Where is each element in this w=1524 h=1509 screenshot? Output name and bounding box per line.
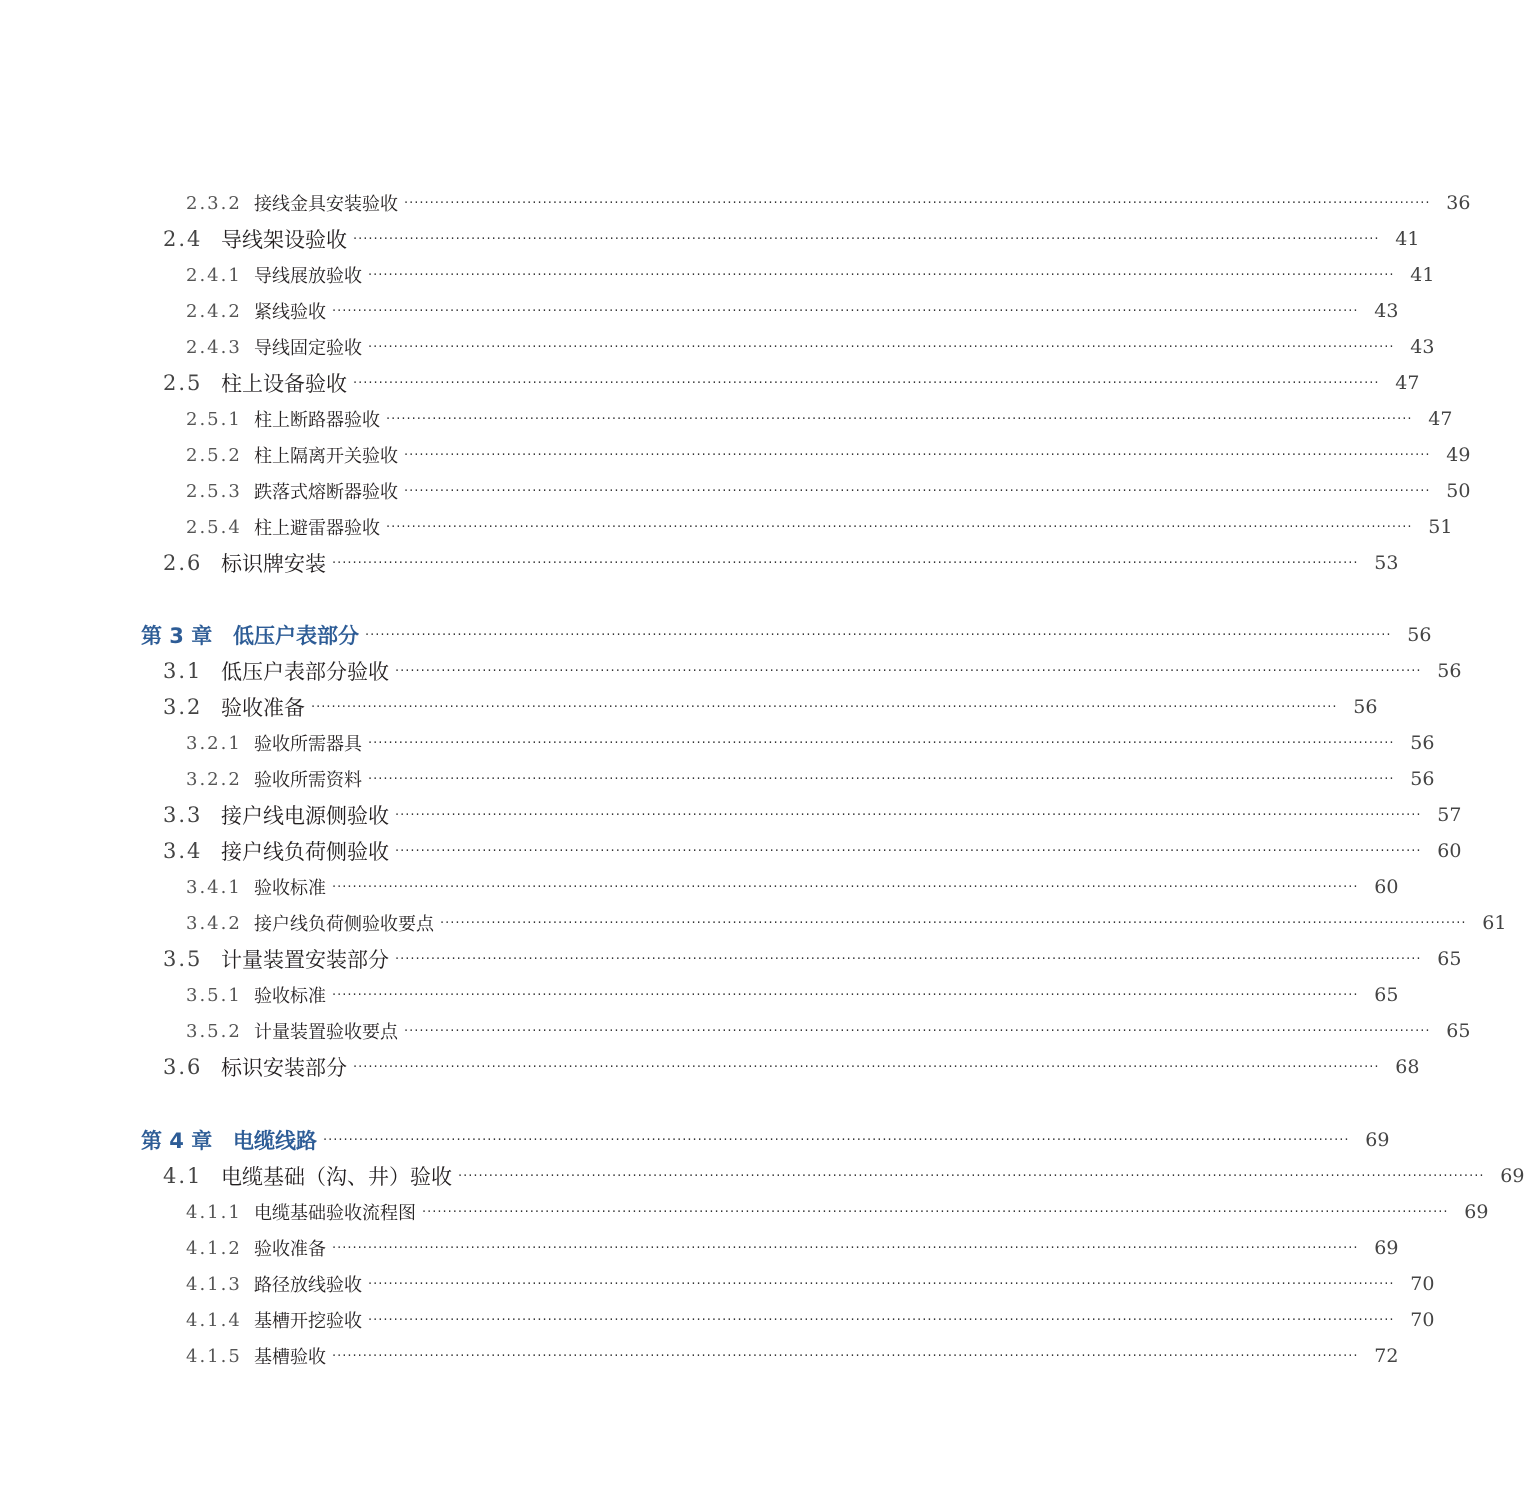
toc-entry[interactable] <box>186 401 1453 437</box>
toc-entry[interactable] <box>163 365 1420 401</box>
toc-entry-page-number: 61 <box>1482 912 1507 934</box>
toc-entry-title: 基槽开挖验收 <box>254 1311 362 1332</box>
toc-entry[interactable] <box>186 869 1399 905</box>
toc-entry-number: 2.5 <box>163 371 203 395</box>
dot-leader: ········································································································································································································ <box>404 483 1431 499</box>
toc-entry-page-number: 65 <box>1437 948 1462 970</box>
toc-entry-page-number: 65 <box>1446 1020 1471 1042</box>
dot-leader: ········································································································································································································ <box>368 339 1395 355</box>
toc-entry[interactable] <box>186 473 1471 509</box>
toc-entry-title: 验收标准 <box>254 986 326 1007</box>
toc-entry-page-number: 47 <box>1428 408 1453 430</box>
toc-entry-page-number: 53 <box>1374 552 1399 574</box>
toc-entry-number: 3.5 <box>163 947 203 971</box>
toc-entry-number: 2.5.2 <box>186 444 242 466</box>
dot-leader: ········································································································································································································ <box>353 1059 1380 1075</box>
toc-entry[interactable] <box>163 1049 1420 1085</box>
dot-leader: ········································································································································································································ <box>395 807 1422 823</box>
toc-entry-page-number: 57 <box>1437 804 1462 826</box>
toc-entry-page-number: 47 <box>1395 372 1420 394</box>
toc-entry-page-number: 65 <box>1374 984 1399 1006</box>
toc-entry-page-number: 43 <box>1410 336 1435 358</box>
toc-entry-number: 3.6 <box>163 1055 203 1079</box>
toc-entry-title: 导线架设验收 <box>221 228 347 252</box>
toc-entry-title: 接户线负荷侧验收要点 <box>254 914 434 935</box>
toc-entry[interactable] <box>186 905 1507 941</box>
toc-entry-title: 验收所需器具 <box>254 734 362 755</box>
toc-chapter-entry[interactable] <box>141 1122 1390 1158</box>
toc-entry-page-number: 41 <box>1395 228 1420 250</box>
toc-entry-number: 2.4.3 <box>186 336 242 358</box>
toc-entry[interactable] <box>186 1266 1435 1302</box>
toc-entry-title: 验收标准 <box>254 878 326 899</box>
toc-entry-number: 2.3.2 <box>186 192 242 214</box>
toc-entry-number: 4.1.1 <box>186 1201 242 1223</box>
toc-entry-title: 接线金具安装验收 <box>254 194 398 215</box>
dot-leader: ········································································································································································································ <box>332 555 1359 571</box>
toc-entry-page-number: 69 <box>1500 1165 1524 1187</box>
toc-entry-page-number: 70 <box>1410 1309 1435 1331</box>
toc-entry-page-number: 56 <box>1410 768 1435 790</box>
dot-leader: ········································································································································································································ <box>404 1023 1431 1039</box>
toc-entry-title: 柱上避雷器验收 <box>254 518 380 539</box>
toc-entry[interactable] <box>163 689 1378 725</box>
toc-entry[interactable] <box>186 1194 1489 1230</box>
toc-entry[interactable] <box>186 725 1435 761</box>
toc-entry-page-number: 50 <box>1446 480 1471 502</box>
toc-entry-title: 基槽验收 <box>254 1347 326 1368</box>
toc-entry-number: 3.1 <box>163 659 203 683</box>
dot-leader: ········································································································································································································ <box>323 1132 1350 1148</box>
toc-entry-page-number: 43 <box>1374 300 1399 322</box>
dot-leader: ········································································································································································································ <box>368 1312 1395 1328</box>
toc-entry-number: 4.1.3 <box>186 1273 242 1295</box>
toc-entry-title: 验收准备 <box>254 1239 326 1260</box>
dot-leader: ········································································································································································································ <box>368 267 1395 283</box>
toc-entry-page-number: 69 <box>1365 1129 1390 1151</box>
toc-entry[interactable] <box>163 221 1420 257</box>
toc-entry[interactable] <box>163 833 1462 869</box>
toc-entry-title: 紧线验收 <box>254 302 326 323</box>
toc-entry-title: 柱上隔离开关验收 <box>254 446 398 467</box>
toc-entry[interactable] <box>163 797 1462 833</box>
toc-entry[interactable] <box>186 329 1435 365</box>
toc-entry-title: 低压户表部分 <box>233 624 359 648</box>
toc-entry-title: 接户线负荷侧验收 <box>221 840 389 864</box>
toc-entry[interactable] <box>186 437 1471 473</box>
dot-leader: ········································································································································································································ <box>395 663 1422 679</box>
toc-entry[interactable] <box>186 1230 1399 1266</box>
toc-entry-number: 2.5.3 <box>186 480 242 502</box>
toc-entry-title: 标识安装部分 <box>221 1056 347 1080</box>
dot-leader: ········································································································································································································ <box>440 915 1467 931</box>
dot-leader: ········································································································································································································ <box>332 303 1359 319</box>
toc-entry-number: 3.2.1 <box>186 732 242 754</box>
toc-entry-page-number: 56 <box>1410 732 1435 754</box>
dot-leader: ········································································································································································································ <box>365 627 1392 643</box>
dot-leader: ········································································································································································································ <box>386 411 1413 427</box>
toc-entry-title: 计量装置验收要点 <box>254 1022 398 1043</box>
toc-entry[interactable] <box>163 941 1462 977</box>
toc-entry-page-number: 56 <box>1437 660 1462 682</box>
toc-entry-number: 2.5.4 <box>186 516 242 538</box>
toc-chapter-entry[interactable] <box>141 617 1432 653</box>
toc-entry-page-number: 56 <box>1353 696 1378 718</box>
toc-entry-page-number: 51 <box>1428 516 1453 538</box>
dot-leader: ········································································································································································································ <box>332 1348 1359 1364</box>
toc-entry-number: 4.1 <box>163 1164 203 1188</box>
dot-leader: ········································································································································································································ <box>353 375 1380 391</box>
toc-entry[interactable] <box>186 761 1435 797</box>
toc-entry[interactable] <box>186 257 1435 293</box>
toc-entry[interactable] <box>186 1302 1435 1338</box>
dot-leader: ········································································································································································································ <box>386 519 1413 535</box>
toc-entry-title: 电缆线路 <box>233 1129 317 1153</box>
toc-entry-title: 导线展放验收 <box>254 266 362 287</box>
toc-entry-number: 2.4.1 <box>186 264 242 286</box>
toc-entry-number: 2.6 <box>163 551 203 575</box>
toc-entry-title: 电缆基础验收流程图 <box>254 1203 416 1224</box>
toc-entry-title: 柱上设备验收 <box>221 372 347 396</box>
toc-entry-number: 2.4.2 <box>186 300 242 322</box>
dot-leader: ········································································································································································································ <box>332 1240 1359 1256</box>
toc-entry[interactable] <box>186 1013 1471 1049</box>
toc-entry-title: 验收所需资料 <box>254 770 362 791</box>
toc-entry-number: 3.2 <box>163 695 203 719</box>
dot-leader: ········································································································································································································ <box>458 1168 1485 1184</box>
toc-entry-page-number: 60 <box>1374 876 1399 898</box>
toc-entry-number: 2.5.1 <box>186 408 242 430</box>
dot-leader: ········································································································································································································ <box>332 879 1359 895</box>
toc-entry-page-number: 72 <box>1374 1345 1399 1367</box>
toc-entry-page-number: 49 <box>1446 444 1471 466</box>
toc-entry-title: 柱上断路器验收 <box>254 410 380 431</box>
toc-entry[interactable] <box>186 1338 1399 1374</box>
dot-leader: ········································································································································································································ <box>422 1204 1449 1220</box>
toc-entry-title: 路径放线验收 <box>254 1275 362 1296</box>
dot-leader: ········································································································································································································ <box>368 771 1395 787</box>
dot-leader: ········································································································································································································ <box>404 447 1431 463</box>
toc-entry-page-number: 60 <box>1437 840 1462 862</box>
toc-entry[interactable] <box>163 653 1462 689</box>
toc-entry-page-number: 70 <box>1410 1273 1435 1295</box>
toc-entry[interactable] <box>186 509 1453 545</box>
toc-entry[interactable] <box>186 977 1399 1013</box>
dot-leader: ········································································································································································································ <box>353 231 1380 247</box>
toc-entry-page-number: 36 <box>1446 192 1471 214</box>
dot-leader: ········································································································································································································ <box>368 735 1395 751</box>
toc-entry-number: 3.4.1 <box>186 876 242 898</box>
toc-entry-title: 低压户表部分验收 <box>221 660 389 684</box>
toc-entry-title: 电缆基础（沟、井）验收 <box>221 1165 452 1189</box>
toc-entry-title: 导线固定验收 <box>254 338 362 359</box>
dot-leader: ········································································································································································································ <box>395 951 1422 967</box>
toc-entry-title: 跌落式熔断器验收 <box>254 482 398 503</box>
toc-entry-title: 验收准备 <box>221 696 305 720</box>
toc-entry-number: 3.5.2 <box>186 1020 242 1042</box>
toc-entry[interactable] <box>186 293 1399 329</box>
toc-entry-number: 4.1.2 <box>186 1237 242 1259</box>
toc-entry-page-number: 69 <box>1464 1201 1489 1223</box>
toc-entry-number: 第 3 章 <box>141 624 213 648</box>
toc-entry-number: 2.4 <box>163 227 203 251</box>
dot-leader: ········································································································································································································ <box>368 1276 1395 1292</box>
toc-entry[interactable] <box>163 545 1399 581</box>
toc-entry-page-number: 69 <box>1374 1237 1399 1259</box>
dot-leader: ········································································································································································································ <box>404 195 1431 211</box>
toc-entry-page-number: 56 <box>1407 624 1432 646</box>
toc-entry[interactable] <box>186 185 1471 221</box>
toc-entry-page-number: 41 <box>1410 264 1435 286</box>
toc-entry-number: 第 4 章 <box>141 1129 213 1153</box>
toc-entry-number: 4.1.4 <box>186 1309 242 1331</box>
toc-entry-number: 3.2.2 <box>186 768 242 790</box>
toc-entry-number: 4.1.5 <box>186 1345 242 1367</box>
dot-leader: ········································································································································································································ <box>395 843 1422 859</box>
toc-entry-title: 标识牌安装 <box>221 552 326 576</box>
toc-entry-number: 3.4.2 <box>186 912 242 934</box>
toc-entry-title: 计量装置安装部分 <box>221 948 389 972</box>
toc-entry-title: 接户线电源侧验收 <box>221 804 389 828</box>
toc-entry[interactable] <box>163 1158 1524 1194</box>
dot-leader: ········································································································································································································ <box>332 987 1359 1003</box>
dot-leader: ········································································································································································································ <box>311 699 1338 715</box>
toc-entry-number: 3.5.1 <box>186 984 242 1006</box>
toc-entry-page-number: 68 <box>1395 1056 1420 1078</box>
toc-entry-number: 3.3 <box>163 803 203 827</box>
toc-entry-number: 3.4 <box>163 839 203 863</box>
